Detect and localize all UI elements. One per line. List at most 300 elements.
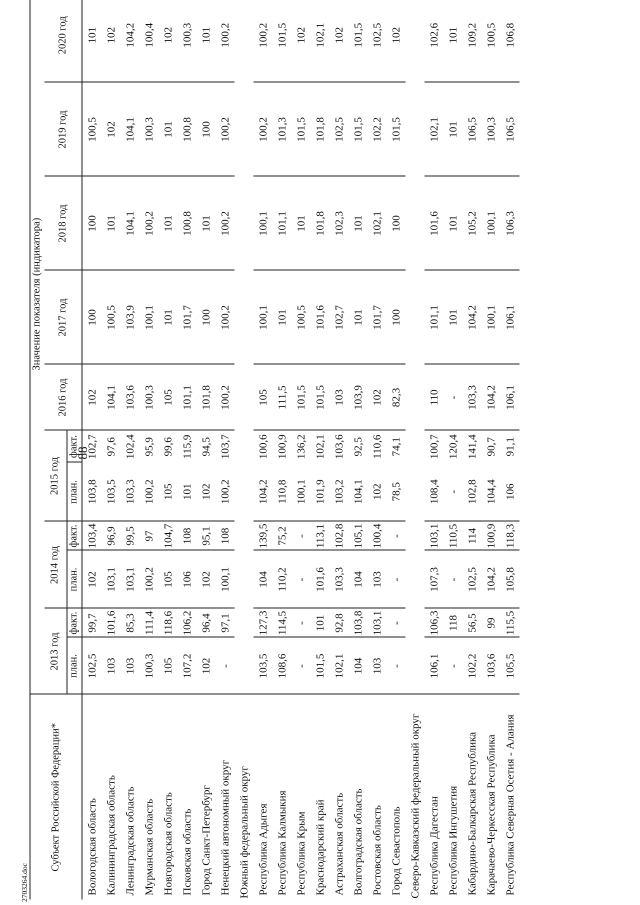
value-cell: 103,7 (219, 434, 231, 460)
value-cell: 102,1 (368, 177, 387, 271)
value-cell: 101 (349, 271, 368, 365)
value-cell: 114,5 (273, 609, 292, 638)
value-cell: 100,9 (482, 522, 501, 551)
value-cell: 101,7 (368, 271, 387, 365)
value-cell: 103,6 (482, 638, 501, 695)
fact-2013-header: факт. (67, 609, 82, 638)
value-cell: 106,3 (501, 177, 520, 271)
indicator-header: Значение показателя (индикатора) (30, 0, 45, 695)
table-row (482, 0, 501, 900)
subject-column-header: Субъект Российской Федерации* (30, 695, 82, 900)
value-cell: 101 (349, 177, 368, 271)
value-cell: - (444, 638, 463, 695)
value-cell: 106,8 (501, 0, 520, 83)
table-row (368, 0, 387, 900)
value-cell: 110 (425, 365, 444, 431)
value-cell: 105,8 (501, 551, 520, 609)
value-cell: 102 (102, 83, 121, 177)
value-cell: 104,2 (482, 551, 501, 609)
value-cell: 102,8 (463, 463, 482, 522)
value-cell: 104,2 (121, 0, 140, 83)
value-cell: 108 (178, 522, 197, 551)
value-cell: 100,2 (254, 0, 273, 83)
table-row (140, 0, 159, 900)
value-cell: 106,5 (463, 83, 482, 177)
value-cell: 104,1 (349, 463, 368, 522)
value-cell: 105 (159, 551, 178, 609)
value-cell: 100,2 (140, 463, 159, 522)
value-cell: 115,9 (181, 434, 193, 459)
subject-name: Республика Крым (295, 811, 307, 896)
subject-name: Псковская область (181, 808, 193, 896)
subject-name: Астраханская область (333, 792, 345, 896)
year-2017-header: 2017 год (45, 271, 83, 365)
value-cell: 101 (444, 83, 463, 177)
value-cell: - (292, 638, 311, 695)
value-cell: 102 (197, 551, 216, 609)
value-cell: 101 (159, 83, 178, 177)
value-cell: 95,9 (143, 437, 155, 457)
value-cell: 101,1 (425, 271, 444, 365)
value-cell: 100,4 (368, 522, 387, 551)
value-cell: 103,3 (330, 551, 349, 609)
subject-name: Краснодарский край (314, 799, 326, 896)
value-cell: 100,3 (140, 365, 159, 431)
value-cell: 101,5 (349, 83, 368, 177)
value-cell: 100,2 (140, 177, 159, 271)
fact-2015-header: факт. (67, 431, 82, 463)
value-cell: 103,6 (333, 434, 345, 460)
value-cell: 139,5 (254, 522, 273, 551)
value-cell: 103,3 (121, 463, 140, 522)
subject-name: Ростовская область (371, 805, 383, 896)
value-cell: 103,6 (121, 365, 140, 431)
value-cell: 100,2 (140, 551, 159, 609)
value-cell: 102,5 (82, 638, 102, 695)
value-cell: 102 (82, 365, 102, 431)
table-row (349, 0, 368, 900)
value-cell: 100 (387, 271, 406, 365)
value-cell: 97,1 (216, 609, 235, 638)
value-cell: 101,6 (425, 177, 444, 271)
value-cell: 100,1 (254, 177, 273, 271)
value-cell: 82,3 (387, 365, 406, 431)
value-cell: 100,6 (257, 434, 269, 460)
fact-2014-header: факт. (67, 522, 82, 551)
value-cell: 110,6 (371, 434, 383, 459)
value-cell: 108,4 (425, 463, 444, 522)
value-cell: 101,5 (387, 83, 406, 177)
value-cell: 99,5 (121, 522, 140, 551)
value-cell: 102 (159, 0, 178, 83)
value-cell: 103,8 (82, 463, 102, 522)
page-number: 88 (75, 446, 90, 460)
value-cell: 102,8 (330, 522, 349, 551)
table-row (82, 0, 102, 900)
value-cell: 100,3 (140, 83, 159, 177)
value-cell: 103 (330, 365, 349, 431)
subject-name: Город Севастополь (390, 806, 402, 896)
value-cell: 100,2 (216, 0, 235, 83)
year-2013-header: 2013 год (45, 609, 68, 695)
value-cell: 101 (292, 177, 311, 271)
table-row (501, 0, 520, 900)
value-cell: 102,5 (368, 0, 387, 83)
value-cell: 101,6 (311, 551, 330, 609)
value-cell: 103 (368, 638, 387, 695)
value-cell: 102,4 (124, 434, 136, 460)
year-2020-header: 2020 год (45, 0, 83, 83)
plan-2014-header: план. (67, 551, 82, 609)
table-row (102, 0, 121, 900)
value-cell: 102 (330, 0, 349, 83)
value-cell: 100,8 (178, 177, 197, 271)
value-cell: 105,2 (463, 177, 482, 271)
value-cell: 96,4 (197, 609, 216, 638)
value-cell: 100,1 (140, 271, 159, 365)
value-cell: 101,1 (273, 177, 292, 271)
value-cell: - (292, 551, 311, 609)
value-cell: 127,3 (254, 609, 273, 638)
value-cell: 95,1 (197, 522, 216, 551)
value-cell: 101 (197, 0, 216, 83)
value-cell: 102,1 (311, 0, 330, 83)
value-cell: 102 (292, 0, 311, 83)
value-cell: 103,5 (102, 463, 121, 522)
value-cell: 104,4 (482, 463, 501, 522)
subject-name: Республика Калмыкия (276, 790, 288, 896)
value-cell: 141,4 (466, 434, 478, 460)
value-cell: 101,5 (273, 0, 292, 83)
value-cell: 102,7 (86, 434, 98, 460)
value-cell: 100,2 (216, 83, 235, 177)
district-name: Южный федеральный округ (238, 766, 250, 899)
value-cell: 114 (463, 522, 482, 551)
value-cell: 109,2 (463, 0, 482, 83)
value-cell: 102,5 (330, 83, 349, 177)
table-row (178, 0, 197, 900)
table-row (425, 0, 444, 900)
value-cell: 101,7 (178, 271, 197, 365)
value-cell: 104,2 (254, 463, 273, 522)
subject-name: Кабардино-Балкарская Республика (466, 731, 478, 896)
subject-name: Карачаево-Черкесская Республика (485, 734, 497, 896)
value-cell: 101 (444, 271, 463, 365)
value-cell: 102 (82, 551, 102, 609)
value-cell: 101 (178, 463, 197, 522)
value-cell: 111,5 (273, 365, 292, 431)
value-cell: 106,1 (501, 271, 520, 365)
value-cell: 101 (444, 177, 463, 271)
indicator-table (30, 0, 520, 900)
value-cell: 100,3 (178, 0, 197, 83)
rotated-table-container (30, 6, 611, 900)
value-cell: 100 (82, 177, 102, 271)
value-cell: 100,2 (216, 177, 235, 271)
value-cell: 106 (501, 463, 520, 522)
value-cell: 102,1 (425, 83, 444, 177)
value-cell: 102,2 (368, 83, 387, 177)
plan-2013-header: план. (67, 638, 82, 695)
value-cell: 102 (197, 638, 216, 695)
district-name: Северо-Кавказский федеральный округ (409, 713, 421, 899)
value-cell: 101,1 (178, 365, 197, 431)
table-row (197, 0, 216, 900)
value-cell: 101 (444, 0, 463, 83)
value-cell: 78,5 (387, 463, 406, 522)
value-cell: - (444, 551, 463, 609)
value-cell: 100,9 (276, 434, 288, 460)
value-cell: 105 (254, 365, 273, 431)
footer-filename: 2703264.doc (20, 863, 29, 902)
value-cell: 100,5 (82, 83, 102, 177)
value-cell: - (387, 609, 406, 638)
value-cell: 102,2 (463, 638, 482, 695)
table-body (82, 0, 520, 900)
value-cell: - (444, 365, 463, 431)
value-cell: 101,5 (311, 638, 330, 695)
value-cell: - (387, 551, 406, 609)
value-cell: - (292, 609, 311, 638)
value-cell: 102 (197, 463, 216, 522)
value-cell: 113,1 (311, 522, 330, 551)
value-cell: 104,2 (482, 365, 501, 431)
value-cell: 102 (368, 365, 387, 431)
value-cell: 101,8 (311, 83, 330, 177)
table-row (330, 0, 349, 900)
value-cell: 100,3 (140, 638, 159, 695)
table-row (273, 0, 292, 900)
table-row (463, 0, 482, 900)
value-cell: 75,2 (273, 522, 292, 551)
table-row (292, 0, 311, 900)
value-cell: 115,5 (501, 609, 520, 638)
value-cell: 110,8 (273, 463, 292, 522)
value-cell: 101 (273, 271, 292, 365)
value-cell: 100,2 (216, 271, 235, 365)
value-cell: 106,1 (501, 365, 520, 431)
value-cell: - (387, 522, 406, 551)
value-cell: 99 (482, 609, 501, 638)
value-cell: 101 (311, 609, 330, 638)
value-cell: 104,1 (102, 365, 121, 431)
value-cell: 94,5 (200, 437, 212, 457)
value-cell: 102,1 (330, 638, 349, 695)
value-cell: 103,1 (121, 551, 140, 609)
value-cell: 136,2 (295, 434, 307, 460)
value-cell: 103,9 (121, 271, 140, 365)
subject-name: Калининградская область (105, 775, 117, 896)
value-cell: 100,4 (140, 0, 159, 83)
table-row (387, 0, 406, 900)
value-cell: 101,3 (273, 83, 292, 177)
year-2019-header: 2019 год (45, 83, 83, 177)
group-row (235, 0, 254, 900)
subject-name: Мурманская область (143, 798, 155, 896)
subject-name: Республика Адыгея (257, 803, 269, 896)
value-cell: 101,9 (311, 463, 330, 522)
value-cell: 105 (159, 463, 178, 522)
value-cell: 105 (159, 638, 178, 695)
value-cell: 100,2 (254, 83, 273, 177)
subject-name: Волгоградская область (352, 788, 364, 896)
value-cell: 100,7 (428, 434, 440, 460)
subject-name: Республика Ингушетия (447, 785, 459, 896)
value-cell: - (292, 522, 311, 551)
value-cell: 101,6 (102, 609, 121, 638)
group-spacer (235, 0, 254, 695)
value-cell: 100,1 (482, 177, 501, 271)
value-cell: 101 (159, 177, 178, 271)
value-cell: 56,5 (463, 609, 482, 638)
value-cell: 101,5 (292, 83, 311, 177)
value-cell: 106,1 (425, 638, 444, 695)
year-2018-header: 2018 год (45, 177, 83, 271)
plan-2015-header: план. (67, 463, 82, 522)
value-cell: 103,1 (102, 551, 121, 609)
value-cell: 100 (197, 83, 216, 177)
value-cell: 92,8 (330, 609, 349, 638)
value-cell: 97 (140, 522, 159, 551)
table-row (159, 0, 178, 900)
value-cell: 101 (197, 177, 216, 271)
subject-name: Ленинградская область (124, 786, 136, 896)
value-cell: 118 (444, 609, 463, 638)
value-cell: 102,6 (425, 0, 444, 83)
value-cell: 100,2 (216, 463, 235, 522)
value-cell: 91,1 (504, 437, 516, 457)
subject-name: Город Санкт-Петербург (200, 785, 212, 896)
value-cell: 102 (368, 463, 387, 522)
value-cell: 96,9 (102, 522, 121, 551)
value-cell: - (216, 638, 235, 695)
value-cell: 100,1 (482, 271, 501, 365)
value-cell: 104 (254, 551, 273, 609)
value-cell: 106,3 (425, 609, 444, 638)
value-cell: 102,3 (330, 177, 349, 271)
value-cell: 101,5 (311, 365, 330, 431)
value-cell: 100,5 (292, 271, 311, 365)
value-cell: - (387, 638, 406, 695)
value-cell: 100 (197, 271, 216, 365)
value-cell: 103 (102, 638, 121, 695)
value-cell: 100,5 (102, 271, 121, 365)
value-cell: 100,5 (482, 0, 501, 83)
value-cell: 99,6 (162, 437, 174, 457)
value-cell: 103,3 (463, 365, 482, 431)
value-cell: 103,5 (254, 638, 273, 695)
value-cell: 100,1 (216, 551, 235, 609)
table-row (216, 0, 235, 900)
value-cell: 106 (178, 551, 197, 609)
value-cell: 101 (159, 271, 178, 365)
table-row (121, 0, 140, 900)
value-cell: 99,7 (82, 609, 102, 638)
value-cell: 104 (349, 551, 368, 609)
value-cell: 101,5 (292, 365, 311, 431)
group-row (406, 0, 425, 900)
value-cell: 103,2 (330, 463, 349, 522)
value-cell: 103 (368, 551, 387, 609)
value-cell: 103,1 (425, 522, 444, 551)
value-cell: 105 (159, 365, 178, 431)
value-cell: 108 (216, 522, 235, 551)
value-cell: 110,5 (444, 522, 463, 551)
value-cell: - (444, 463, 463, 522)
value-cell: 105,1 (349, 522, 368, 551)
value-cell: 100,1 (254, 271, 273, 365)
table-row (444, 0, 463, 900)
value-cell: 103,4 (82, 522, 102, 551)
value-cell: 101,8 (197, 365, 216, 431)
value-cell: 110,2 (273, 551, 292, 609)
value-cell: 92,5 (352, 437, 364, 457)
value-cell: 101,8 (311, 177, 330, 271)
value-cell: 103,8 (349, 609, 368, 638)
value-cell: 107,2 (178, 638, 197, 695)
value-cell: 101 (82, 0, 102, 83)
value-cell: 101,5 (349, 0, 368, 83)
value-cell: 97,6 (105, 437, 117, 457)
value-cell: 101,6 (311, 271, 330, 365)
value-cell: 104,7 (159, 522, 178, 551)
subject-name: Ненецкий автономный округ (219, 759, 231, 896)
value-cell: 106,2 (178, 609, 197, 638)
value-cell: 104 (349, 638, 368, 695)
value-cell: 120,4 (447, 434, 459, 460)
value-cell: 90,7 (485, 437, 497, 457)
value-cell: 102,5 (463, 551, 482, 609)
value-cell: 103,1 (368, 609, 387, 638)
subject-name: Республика Северная Осетия - Алания (504, 714, 516, 896)
year-2014-header: 2014 год (45, 522, 68, 609)
value-cell: 100,8 (178, 83, 197, 177)
value-cell: 102,7 (330, 271, 349, 365)
value-cell: 100 (387, 177, 406, 271)
value-cell: 103 (121, 638, 140, 695)
value-cell: 100,2 (216, 365, 235, 431)
subject-name: Вологодская область (86, 798, 98, 896)
year-2016-header: 2016 год (45, 365, 83, 431)
value-cell: 103,9 (349, 365, 368, 431)
subject-name: Новгородская область (162, 792, 174, 896)
value-cell: 104,1 (121, 177, 140, 271)
value-cell: 100 (82, 271, 102, 365)
value-cell: 107,3 (425, 551, 444, 609)
table-row (254, 0, 273, 900)
value-cell: 102 (387, 0, 406, 83)
value-cell: 100,3 (482, 83, 501, 177)
value-cell: 111,4 (140, 609, 159, 638)
value-cell: 118,3 (501, 522, 520, 551)
value-cell: 108,6 (273, 638, 292, 695)
value-cell: 104,2 (463, 271, 482, 365)
value-cell: 100,1 (292, 463, 311, 522)
value-cell: 105,5 (501, 638, 520, 695)
year-2015-header: 2015 год (45, 431, 68, 522)
value-cell: 102,1 (314, 434, 326, 460)
value-cell: 102 (102, 0, 121, 83)
value-cell: 106,5 (501, 83, 520, 177)
subject-name: Республика Дагестан (428, 796, 440, 896)
value-cell: 101 (102, 177, 121, 271)
value-cell: 104,1 (121, 83, 140, 177)
group-spacer (406, 0, 425, 695)
value-cell: 74,1 (390, 437, 402, 457)
value-cell: 85,3 (121, 609, 140, 638)
value-cell: 118,6 (159, 609, 178, 638)
table-row (311, 0, 330, 900)
